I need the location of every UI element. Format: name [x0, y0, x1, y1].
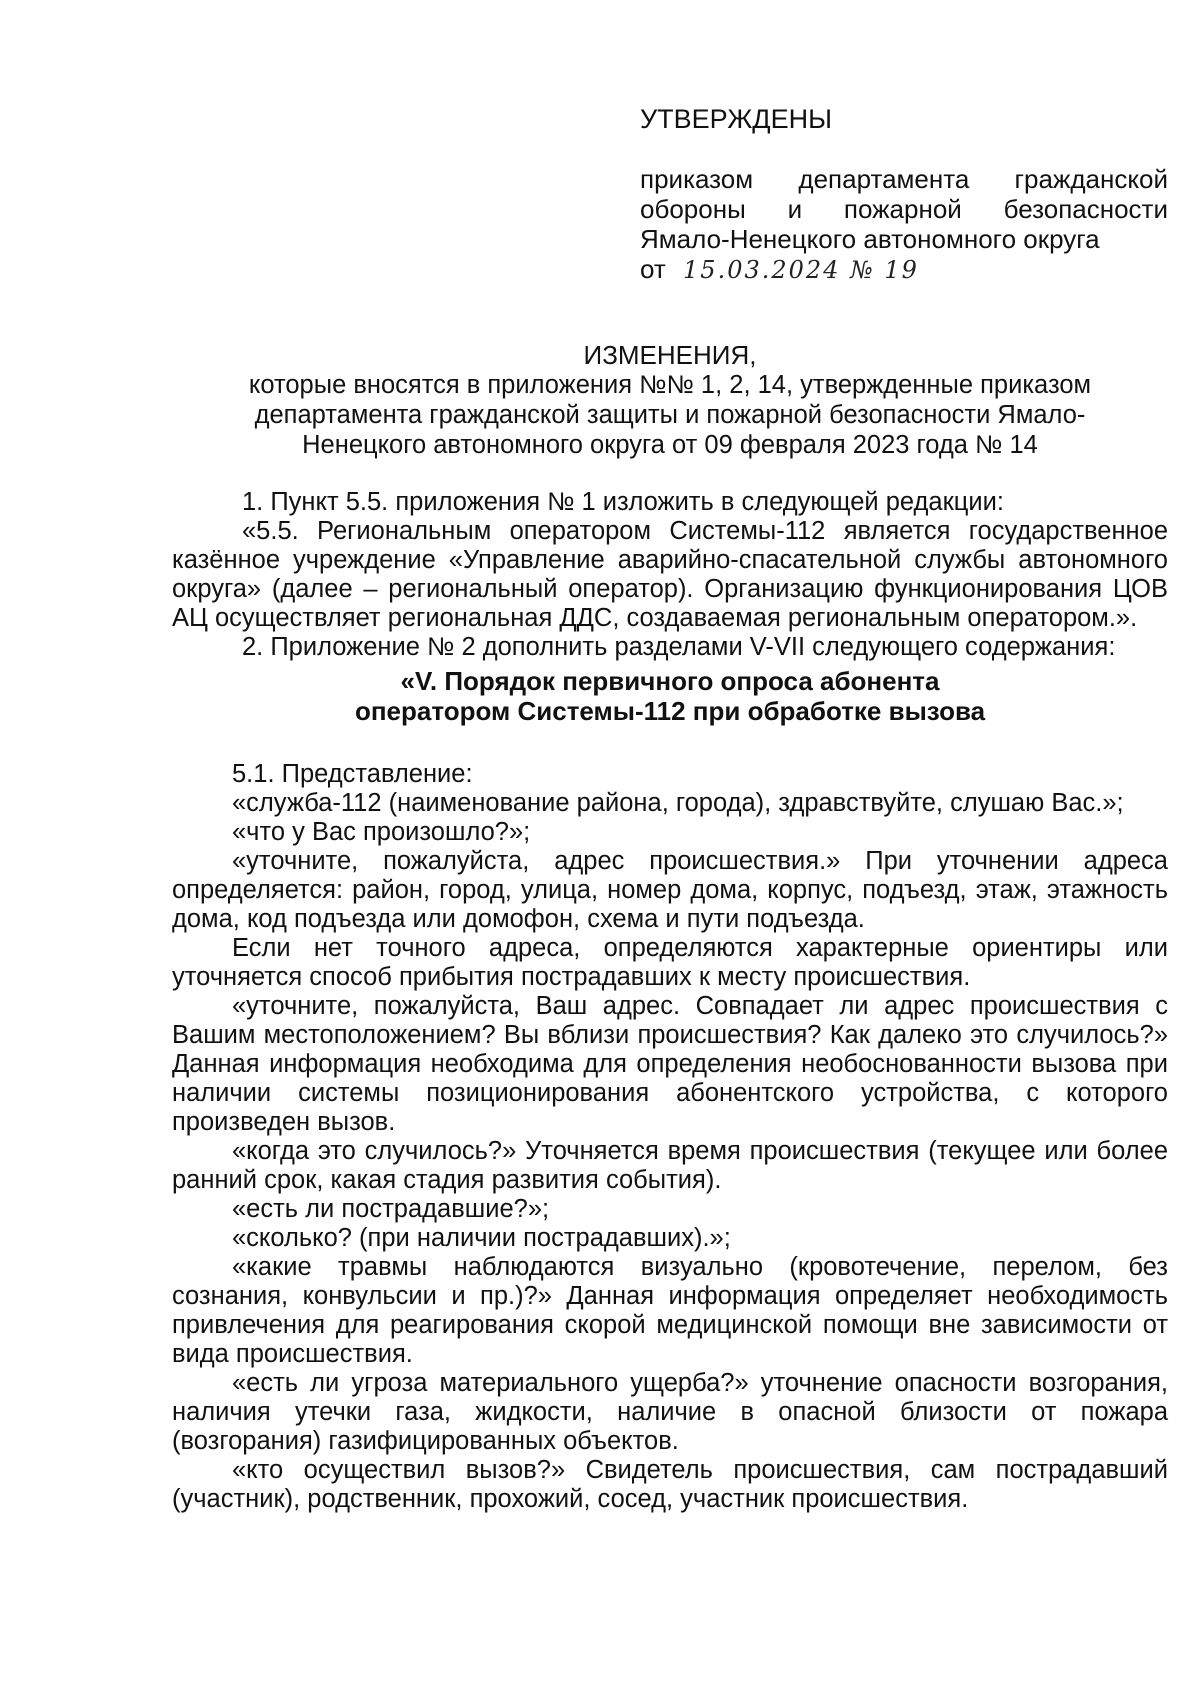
paragraph-victims: «есть ли пострадавшие?»;	[232, 1195, 550, 1223]
heading-line-3: Ненецкого автономного округа от 09 февраля 2023 года № 14	[302, 431, 1038, 459]
paragraph-injuries: «какие травмы наблюдаются визуально (кровотечение, перелом, без сознания, конвульсии и пр.)?» Данная информация определяет необходимость привлечения для реагирования скорой медицинской помощи вне зависимости от вида происшествия.	[172, 1253, 1168, 1368]
section-title-line-2: оператором Системы-112 при обработке вызова	[354, 696, 986, 726]
paragraph-item-2: 2. Приложение № 2 дополнить разделами V-VII следующего содержания:	[242, 633, 1116, 661]
changes-heading	[150, 340, 1190, 460]
heading-line-1: которые вносятся в приложения №№ 1, 2, 14, утвержденные приказом	[248, 371, 1092, 399]
document-body	[172, 488, 1168, 1514]
paragraph-how-many: «сколько? (при наличии пострадавших).»;	[232, 1224, 731, 1252]
paragraph-greeting: «служба-112 (наименование района, города), здравствуйте, слушаю Вас.»;	[232, 789, 1124, 817]
approval-line-2: обороны и пожарной безопасности	[640, 194, 1168, 224]
paragraph-what-happened: «что у Вас произошло?»;	[232, 818, 531, 846]
section-title	[172, 666, 1168, 726]
approval-line-1: приказом департамента гражданской	[640, 164, 1168, 194]
approval-date-prefix: от	[640, 254, 666, 284]
paragraph-who-called: «кто осуществил вызов?» Свидетель происшествия, сам пострадавший (участник), родственник, прохожий, сосед, участник происшествия.	[172, 1456, 1168, 1513]
section-title-line-1: «V. Порядок первичного опроса абонента	[400, 666, 940, 696]
approval-title: УТВЕРЖДЕНЫ	[640, 104, 832, 134]
paragraph-no-exact-address: Если нет точного адреса, определяются характерные ориентиры или уточняется способ прибытия пострадавших к месту происшествия.	[172, 934, 1168, 991]
heading-line-2: департамента гражданской защиты и пожарной безопасности Ямало-	[254, 401, 1086, 429]
paragraph-5-1: 5.1. Представление:	[232, 760, 473, 788]
paragraph-caller-address: «уточните, пожалуйста, Ваш адрес. Совпадает ли адрес происшествия с Вашим местоположением? Вы вблизи происшествия? Как далеко это случилось?» Данная информация необходима для определения необоснованности вызова при наличии системы позиционирования абонентского устройства, с которого произведен вызов.	[172, 992, 1168, 1136]
approval-line-3: Ямало-Ненецкого автономного округа	[640, 224, 1100, 254]
approval-block	[640, 104, 1168, 285]
paragraph-item-1: 1. Пункт 5.5. приложения № 1 изложить в следующей редакции:	[242, 488, 1004, 516]
paragraph-when: «когда это случилось?» Уточняется время происшествия (текущее или более ранний срок, какая стадия развития события).	[172, 1137, 1168, 1194]
paragraph-5-5: «5.5. Региональным оператором Системы-112 является государственное казённое учреждение «Управление аварийно-спасательной службы автономного округа» (далее – региональный оператор). Организацию функционирования ЦОВ АЦ осуществляет региональная ДДС, создаваемая региональным оператором.».	[172, 517, 1168, 632]
paragraph-material-damage: «есть ли угроза материального ущерба?» уточнение опасности возгорания, наличия утечки газа, жидкости, наличие в опасной близости от пожара (возгорания) газифицированных объектов.	[172, 1369, 1168, 1455]
paragraph-incident-address: «уточните, пожалуйста, адрес происшествия.» При уточнении адреса определяется: район, город, улица, номер дома, корпус, подъезд, этаж, этажность дома, код подъезда или домофон, схема и пути подъезда.	[172, 847, 1168, 933]
handwritten-date-number: 15.03.2024 № 19	[683, 256, 919, 284]
approval-date-line	[640, 254, 1168, 285]
heading-title: ИЗМЕНЕНИЯ,	[583, 340, 757, 370]
